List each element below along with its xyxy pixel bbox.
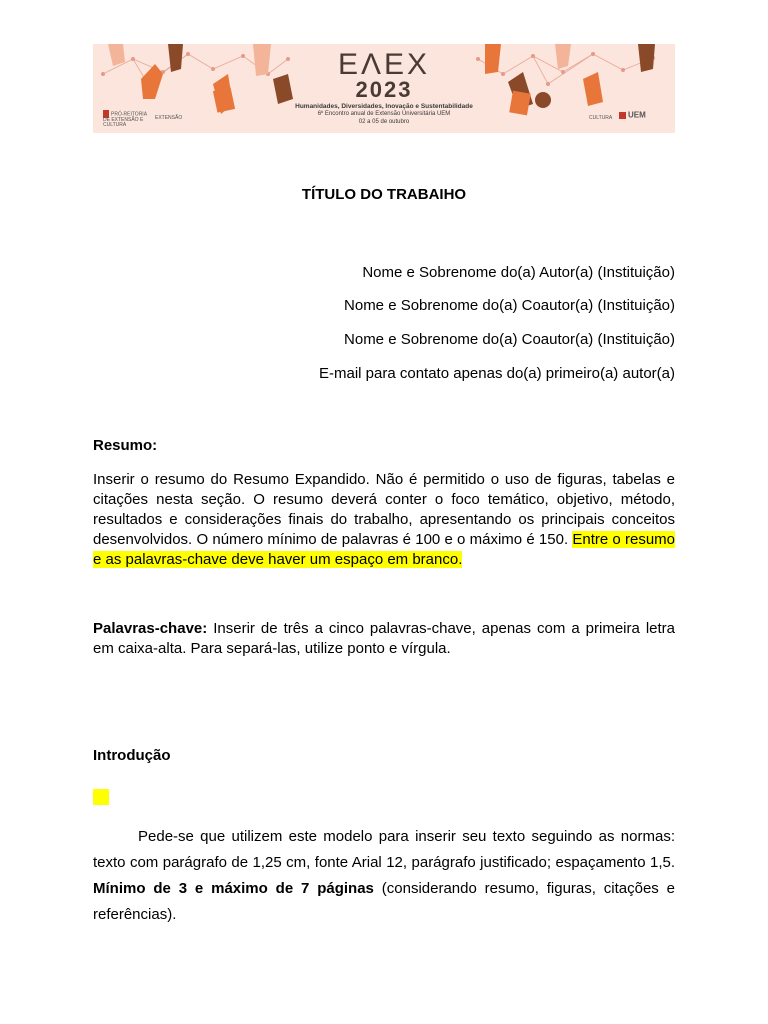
event-banner	[93, 44, 675, 133]
introduction-heading: Introdução	[93, 747, 171, 764]
abstract-paragraph	[93, 470, 675, 570]
event-tagline: Humanidades, Diversidades, Inovação e Sustentabilidade	[295, 103, 473, 110]
uem-icon	[619, 112, 626, 119]
logo-proreitoria-label: PRÓ-REITORIA DE EXTENSÃO E CULTURA	[103, 111, 147, 128]
logo-proreitoria	[103, 110, 153, 128]
keywords-label: Palavras-chave:	[93, 620, 208, 637]
intro-text-start: Pede-se que utilizem este modelo para inserir seu texto seguindo as normas: texto com parágrafo de 1,25 cm, fonte Arial 12, parágrafo justificado; espaçamento 1,5.	[93, 828, 675, 871]
abstract-text: Inserir o resumo do Resumo Expandido. Não é permitido o uso de figuras, tabelas e citações nesta seção. O resumo deverá conter o foco temático, objetivo, método, resultados e considerações finais do trabalho, apresentando os principais conceitos desenvolvidos. O número mínimo de palavras é 100 e o máximo é 150.	[93, 471, 675, 548]
highlight-marker	[93, 789, 109, 805]
logo-extensao-label: EXTENSÃO	[155, 115, 183, 121]
document-title: TÍTULO DO TRABAIHO	[301, 186, 467, 203]
intro-bold-text: Mínimo de 3 e máximo de 7 páginas	[93, 880, 374, 897]
abstract-heading: Resumo:	[93, 437, 158, 454]
logo-extensao	[155, 116, 195, 121]
logo-cultura-label: CULTURA	[589, 115, 613, 121]
event-encounter: 6º Encontro anual de Extensão Universitária UEM	[317, 111, 451, 117]
keywords-text: Inserir de três a cinco palavras-chave, apenas com a primeira letra em caixa-alta. Para separá-las, utilize ponto e vírgula.	[93, 620, 675, 657]
event-title: EΛEX	[337, 48, 431, 81]
introduction-paragraph	[93, 824, 675, 928]
logo-uem	[619, 112, 669, 119]
coauthor-line: Nome e Sobrenome do(a) Coautor(a) (Instituição)	[344, 331, 675, 348]
logo-cultura	[589, 116, 615, 121]
logo-uem-label: UEM	[628, 110, 646, 120]
coauthor-line: Nome e Sobrenome do(a) Coautor(a) (Instituição)	[344, 297, 675, 314]
author-line: Nome e Sobrenome do(a) Autor(a) (Instituição)	[362, 264, 675, 281]
event-dates: 02 a 05 de outubro	[358, 119, 410, 125]
abstract-highlight: Entre o resumo e as palavras-chave deve haver um espaço em branco.	[93, 531, 676, 568]
intro-text-end: (considerando resumo, figuras, citações e referências).	[93, 880, 675, 923]
event-year: 2023	[355, 77, 413, 102]
contact-email-line: E-mail para contato apenas do(a) primeiro(a) autor(a)	[319, 365, 675, 382]
keywords-paragraph	[93, 619, 675, 659]
